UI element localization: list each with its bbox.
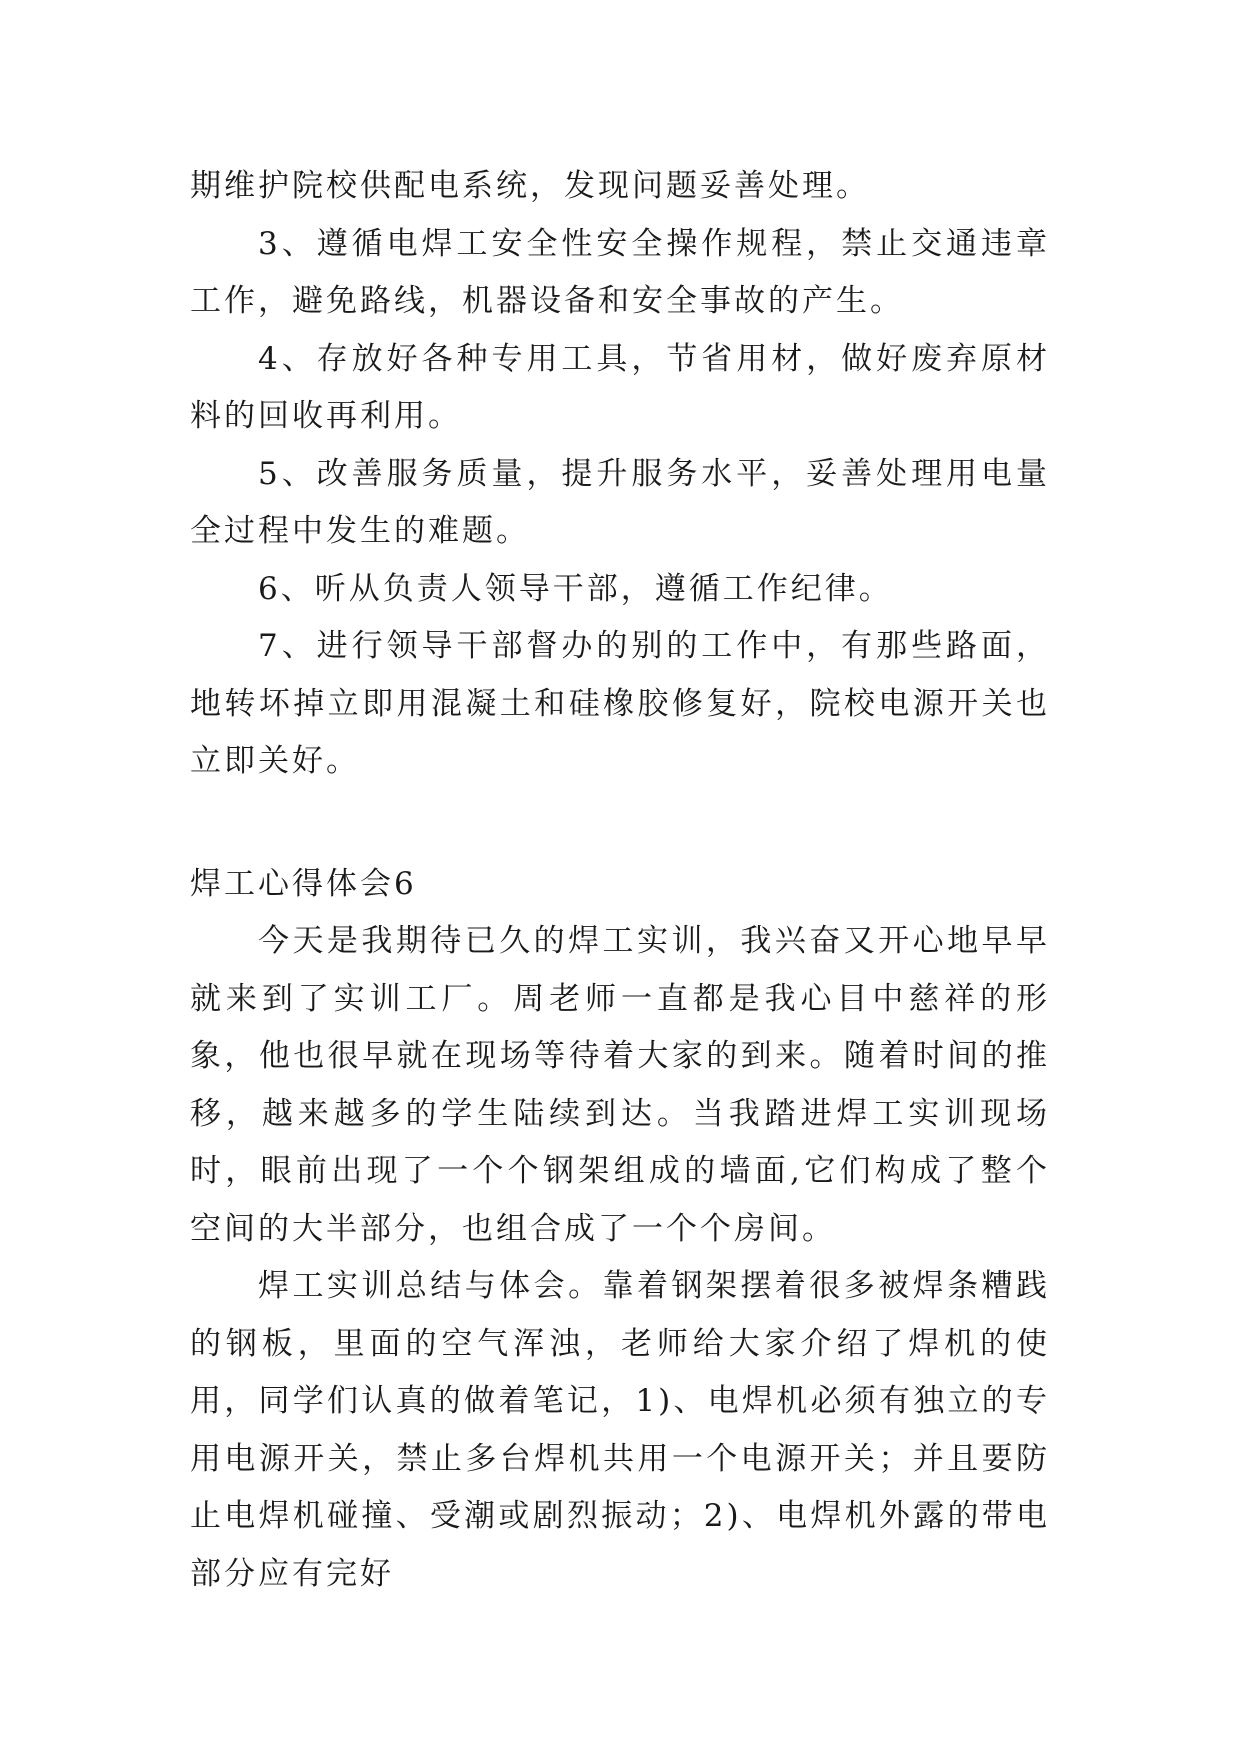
section-heading-block <box>190 856 1050 914</box>
section-heading: 焊工心得体会6 <box>190 866 417 902</box>
paragraph-item-4: 4、存放好各种专用工具，节省用材，做好废弃原材料的回收再利用。 <box>190 340 1050 434</box>
top-text-block <box>190 158 1050 791</box>
bottom-text-block <box>190 913 1050 1603</box>
paragraph-item-5: 5、改善服务质量，提升服务水平，妥善处理用电量全过程中发生的难题。 <box>190 455 1050 549</box>
paragraph-intro: 今天是我期待已久的焊工实训，我兴奋又开心地早早就来到了实训工厂。周老师一直都是我心目中慈祥的形象，他也很早就在现场等待着大家的到来。随着时间的推移，越来越多的学生陆续到达。当我踏进焊工实训现场时，眼前出现了一个个钢架组成的墙面,它们构成了整个空间的大半部分，也组合成了一个个房间。 <box>190 923 1050 1247</box>
paragraph-item-3: 3、遵循电焊工安全性安全操作规程，禁止交通违章工作，避免路线，机器设备和安全事故的产生。 <box>190 225 1050 319</box>
paragraph-summary: 焊工实训总结与体会。靠着钢架摆着很多被焊条糟践的钢板，里面的空气浑浊，老师给大家介绍了焊机的使用，同学们认真的做着笔记，1)、电焊机必须有独立的专用电源开关，禁止多台焊机共用一个电源开关；并且要防止电焊机碰撞、受潮或剧烈振动；2)、电焊机外露的带电部分应有完好 <box>190 1268 1050 1592</box>
paragraph-continuation: 期维护院校供配电系统，发现问题妥善处理。 <box>190 168 870 204</box>
paragraph-item-7: 7、进行领导干部督办的别的工作中，有那些路面，地转坏掉立即用混凝土和硅橡胶修复好，院校电源开关也立即关好。 <box>190 628 1050 779</box>
paragraph-item-6: 6、听从负责人领导干部，遵循工作纪律。 <box>258 570 893 607</box>
